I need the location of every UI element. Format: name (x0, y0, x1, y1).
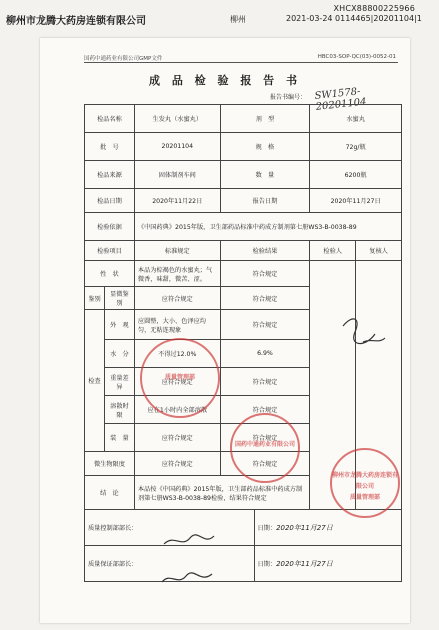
table-row (85, 189, 402, 213)
batch-label: 批 号 (85, 133, 135, 161)
item-standard: 应在1小时内全部溶散 (134, 396, 220, 424)
table-row (85, 133, 402, 161)
batch-value: 20201104 (134, 133, 220, 161)
item-name: 水 分 (104, 340, 134, 368)
item-result: 符合规定 (220, 368, 310, 396)
report-number-handwritten: SW1578-20201104 (314, 86, 368, 113)
product-label: 检品名称 (85, 105, 135, 133)
item-name: 溶散时限 (104, 396, 134, 424)
item-standard: 应符合规定 (134, 424, 220, 452)
source-value: 固体制剂车间 (134, 161, 220, 189)
table-row (85, 161, 402, 189)
chain-stamp-text: 柳州市龙腾大药房连锁有限公司 (332, 472, 399, 490)
qa-signature (158, 564, 218, 590)
items-header-item: 检验项目 (85, 241, 135, 261)
qa-date-cell (254, 546, 402, 582)
item-standard: 本品为棕褐色的水蜜丸；气微香，味甜，微苦、涩。 (134, 261, 220, 287)
item-result: 6.9% (220, 340, 310, 368)
item-result: 符合规定 (220, 261, 310, 287)
header-left: 国药中通药业有限公司GMP文件 (84, 56, 163, 62)
item-category: 鉴别 (85, 287, 105, 310)
header-divider (84, 62, 398, 63)
table-row (85, 546, 402, 582)
company-stamp-text: 国药中通药业有限公司 (234, 441, 295, 448)
basis-value: 《中国药典》2015年版，卫生部药品标准中药成方制剂第七册WS3-B-0038-89 (134, 213, 401, 241)
items-header-reviewer: 复核人 (356, 241, 402, 261)
conclusion-text: 本品按《中国药典》2015年版，卫生部药品标准中药成方制剂第七册WS3-B-0038-89检验，结果符合规定 (134, 476, 309, 510)
items-header-inspector: 检验人 (310, 241, 356, 261)
item-result: 符合规定 (220, 452, 310, 476)
report-date-value: 2020年11月27日 (310, 189, 402, 213)
spec-label: 规 格 (220, 133, 310, 161)
item-standard: 不得过12.0% (134, 340, 220, 368)
document-id: 2021-03-24 0114465|20201104|1 (286, 14, 422, 23)
company-stamp (230, 413, 300, 483)
quantity-label: 数 量 (220, 161, 310, 189)
document-code: XHCX88800225966 (333, 4, 415, 13)
sample-date-value: 2020年11月22日 (134, 189, 220, 213)
qa-manager-label: 质量保证部部长： (88, 561, 138, 568)
table-row (85, 261, 402, 287)
dosage-label: 剂 型 (220, 105, 310, 133)
product-value: 生发丸（水蜜丸） (134, 105, 220, 133)
item-name: 重量差异 (104, 368, 134, 396)
items-header-standard: 标准规定 (134, 241, 220, 261)
item-name: 显微鉴别 (104, 287, 134, 310)
qa-department-stamp (140, 338, 220, 418)
item-name: 微生物限度 (85, 452, 135, 476)
qa-stamp-text: 质量管理部 (164, 374, 195, 381)
item-standard: 应符合规定 (134, 452, 220, 476)
item-name: 装 量 (104, 424, 134, 452)
spec-value: 72g/瓶 (310, 133, 402, 161)
table-row (85, 241, 402, 261)
sample-date-label: 检品日期 (85, 189, 135, 213)
chain-pharmacy-stamp (330, 448, 400, 518)
report-sheet (40, 38, 410, 623)
report-title: 成 品 检 验 报 告 书 (149, 74, 301, 87)
table-row (85, 213, 402, 241)
company-name: 柳州市龙腾大药房连锁有限公司 (6, 16, 146, 27)
inspector-signature (335, 308, 395, 358)
city-label: 柳州 (230, 15, 246, 24)
qa-date-value: 2020年11月27日 (276, 559, 333, 568)
top-bar (0, 0, 439, 27)
item-standard: 应圆整，大小、色泽应均匀，无粘连现象 (134, 310, 220, 340)
qc-date-label: 日期： (257, 524, 277, 532)
item-name: 性 状 (85, 261, 135, 287)
item-result: 符合规定 (220, 396, 310, 424)
item-result: 符合规定 (220, 310, 310, 340)
items-header-result: 检验结果 (220, 241, 310, 261)
conclusion-label: 结 论 (85, 476, 135, 510)
item-standard: 应符合规定 (134, 287, 220, 310)
qc-date-value: 2020年11月27日 (276, 523, 333, 532)
header-right: HBC03-SOP-QC(03)-0052-01 (317, 54, 396, 60)
qc-signature (160, 528, 220, 554)
qc-manager-label: 质量控制部部长： (88, 525, 138, 532)
source-label: 检品来源 (85, 161, 135, 189)
report-date-label: 报告日期 (220, 189, 310, 213)
item-result: 符合规定 (220, 287, 310, 310)
table-row (85, 105, 402, 133)
dosage-value: 水蜜丸 (310, 105, 402, 133)
report-number-label: 报告书编号： (270, 94, 307, 101)
item-name: 外 观 (104, 310, 134, 340)
chain-stamp-text-2: 质量管理部 (349, 494, 380, 501)
quantity-value: 6200瓶 (310, 161, 402, 189)
item-result: 符合规定 (220, 424, 310, 452)
item-category: 检查 (85, 310, 105, 452)
basis-label: 检验依据 (85, 213, 135, 241)
qa-date-label: 日期： (257, 560, 277, 568)
item-standard: 应符合规定 (134, 368, 220, 396)
